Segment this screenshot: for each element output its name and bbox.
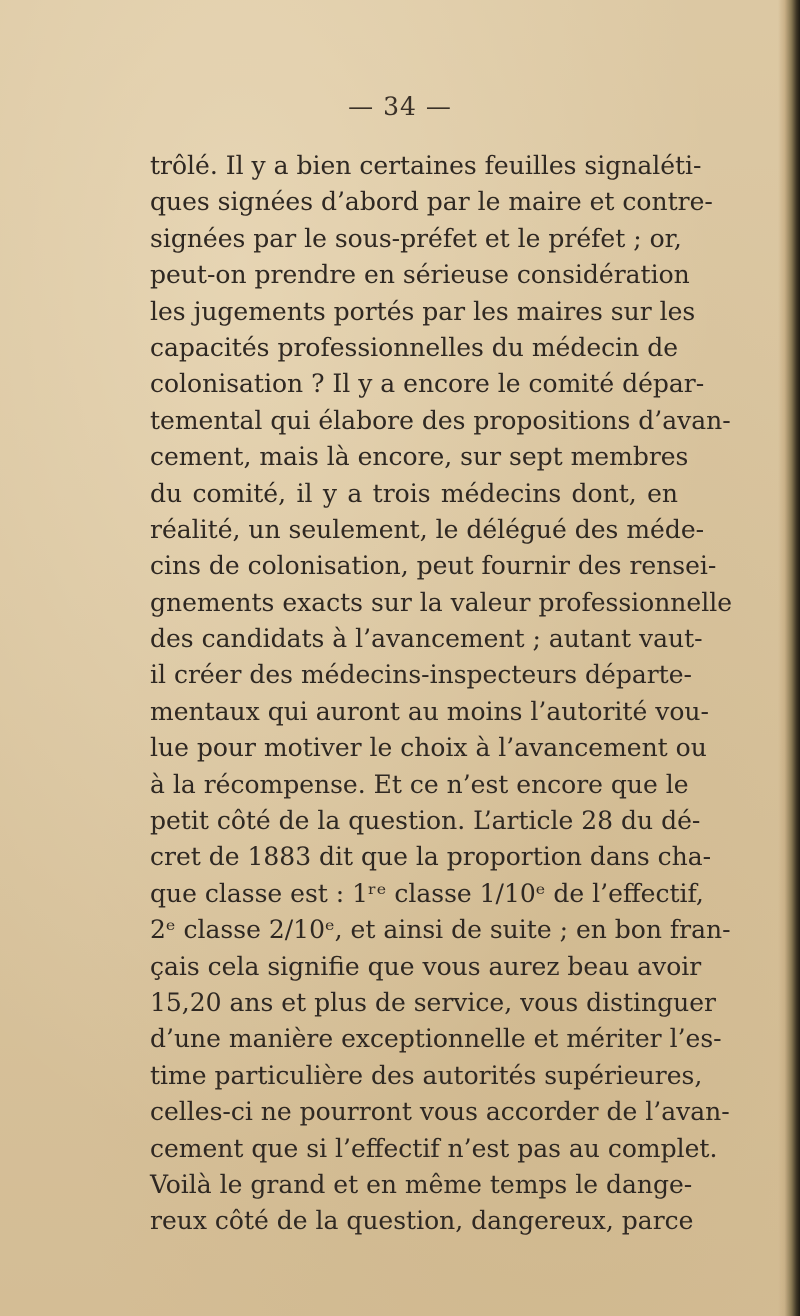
text-line: des candidats à l’avancement ; autant vaut- (150, 624, 703, 654)
text-line: gnements exacts sur la valeur professionnelle (150, 587, 732, 617)
text-line: du comité, il y a trois médecins dont, en (150, 478, 678, 508)
text-line: time particulière des autorités supérieures, (150, 1060, 703, 1090)
text-line: cement que si l’effectif n’est pas au complet. (150, 1133, 718, 1163)
text-line: çais cela signifie que vous aurez beau avoir (150, 951, 702, 981)
text-line: il créer des médecins-inspecteurs départe- (150, 660, 692, 690)
text-line: cins de colonisation, peut fournir des rensei- (150, 551, 717, 581)
text-line: cement, mais là encore, sur sept membres (150, 442, 689, 472)
text-line: peut-on prendre en sérieuse considération (150, 260, 690, 290)
page-number: — 34 — (348, 92, 452, 121)
text-line: 2ᵉ classe 2/10ᵉ, et ainsi de suite ; en bon fran- (150, 915, 731, 945)
text-line: lue pour motiver le choix à l’avancement ou (150, 733, 707, 763)
text-line: temental qui élabore des propositions d’avan- (150, 405, 731, 435)
text-line: petit côté de la question. L’article 28 du dé- (150, 806, 701, 836)
text-line: colonisation ? Il y a encore le comité dépar- (150, 369, 705, 399)
body-text (150, 148, 732, 1240)
text-line: mentaux qui auront au moins l’autorité vou- (150, 696, 709, 726)
text-line: cret de 1883 dit que la proportion dans cha- (150, 842, 712, 872)
text-line: Voilà le grand et en même temps le dange- (150, 1169, 693, 1199)
text-line: reux côté de la question, dangereux, parce (150, 1206, 694, 1236)
text-line: les jugements portés par les maires sur les (150, 296, 696, 326)
text-line: que classe est : 1ʳᵉ classe 1/10ᵉ de l’effectif, (150, 878, 704, 908)
text-line: réalité, un seulement, le délégué des méde- (150, 514, 705, 544)
text-line: celles-ci ne pourront vous accorder de l’avan- (150, 1097, 730, 1127)
text-line: trôlé. Il y a bien certaines feuilles signaléti- (150, 151, 702, 180)
text-line: à la récompense. Et ce n’est encore que le (150, 769, 689, 799)
page-edge-shadow (778, 0, 800, 1316)
text-line: capacités professionnelles du médecin de (150, 332, 678, 362)
text-line: d’une manière exceptionnelle et mériter l’es- (150, 1024, 722, 1054)
text-line: ques signées d’abord par le maire et contre- (150, 187, 713, 217)
text-line: 15,20 ans et plus de service, vous distinguer (150, 987, 716, 1017)
text-line: signées par le sous-préfet et le préfet ; or, (150, 223, 682, 253)
